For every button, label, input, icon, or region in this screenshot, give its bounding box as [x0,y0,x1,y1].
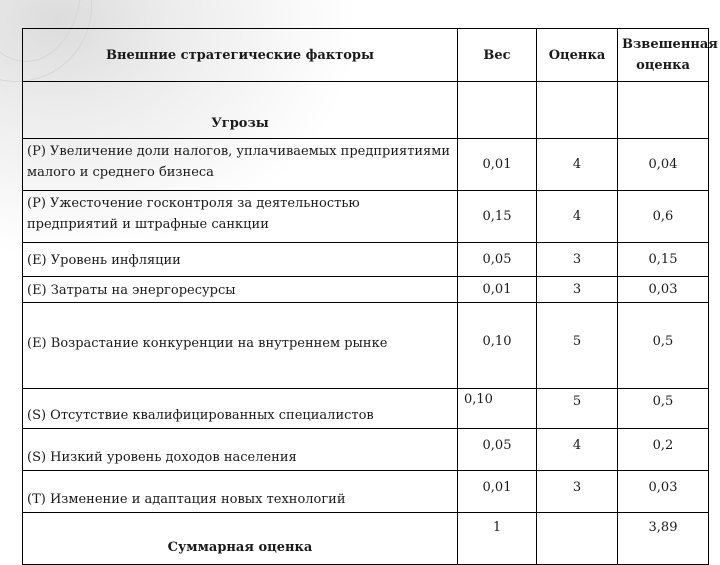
score-cell: 4 [537,429,618,471]
header-factors: Внешние стратегические факторы [23,29,458,82]
table-row [23,429,709,471]
weight-cell: 0,05 [458,243,537,277]
weight-cell: 0,05 [458,429,537,471]
score-cell: 3 [537,277,618,303]
weighted-cell: 0,04 [618,139,709,191]
total-weight: 1 [458,513,537,565]
weighted-cell: 0,03 [618,277,709,303]
group-label-threats: Угрозы [23,82,458,139]
score-cell: 4 [537,139,618,191]
weight-cell: 0,10 [458,303,537,389]
weight-cell: 0,01 [458,139,537,191]
score-cell: 3 [537,471,618,513]
empty-cell [537,513,618,565]
empty-cell [618,82,709,139]
total-row [23,513,709,565]
weight-cell: 0,10 [458,389,537,429]
header-row [23,29,709,82]
total-label: Суммарная оценка [23,513,458,565]
weight-cell: 0,15 [458,191,537,243]
score-cell: 4 [537,191,618,243]
weighted-cell: 0,6 [618,191,709,243]
weight-cell: 0,01 [458,471,537,513]
header-score: Оценка [537,29,618,82]
factor-cell: (E) Затраты на энергоресурсы [23,277,458,303]
threats-evaluation-table [22,28,718,565]
table-row [23,303,709,389]
factor-cell: (S) Низкий уровень доходов населения [23,429,458,471]
group-row-threats [23,82,709,139]
table-row [23,389,709,429]
weighted-cell: 0,15 [618,243,709,277]
factor-cell: (P) Увеличение доли налогов, уплачиваемых предприятиями малого и среднего бизнеса [23,139,458,191]
factor-cell: (P) Ужесточение госконтроля за деятельностью предприятий и штрафные санкции [23,191,458,243]
table-row [23,191,709,243]
score-cell: 5 [537,389,618,429]
total-weighted: 3,89 [618,513,709,565]
score-cell: 3 [537,243,618,277]
table-row [23,471,709,513]
weighted-cell: 0,03 [618,471,709,513]
weighted-cell: 0,5 [618,303,709,389]
weighted-cell: 0,5 [618,389,709,429]
weighted-cell: 0,2 [618,429,709,471]
weight-cell: 0,01 [458,277,537,303]
score-cell: 5 [537,303,618,389]
header-weighted-score: Взвешенная оценка [618,29,709,82]
empty-cell [537,82,618,139]
table-row [23,277,709,303]
factor-cell: (E) Возрастание конкуренции на внутреннем рынке [23,303,458,389]
factor-cell: (T) Изменение и адаптация новых технологий [23,471,458,513]
empty-cell [458,82,537,139]
factor-cell: (E) Уровень инфляции [23,243,458,277]
header-weight: Вес [458,29,537,82]
swot-threats-table-container [22,28,718,565]
factor-cell: (S) Отсутствие квалифицированных специалистов [23,389,458,429]
table-row [23,243,709,277]
table-row [23,139,709,191]
